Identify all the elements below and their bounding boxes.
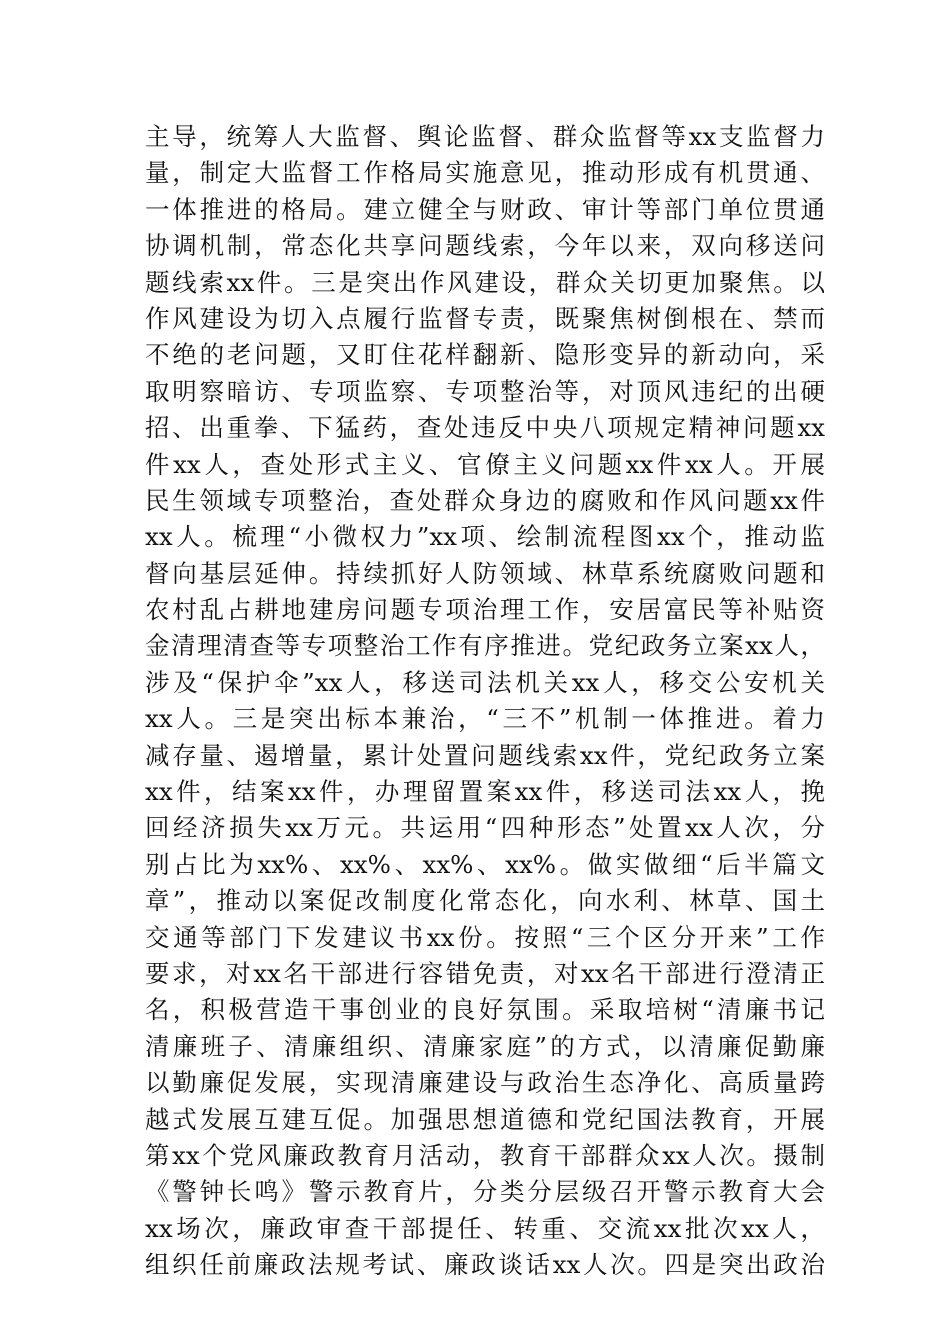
text-line: xx场次，廉政审查干部提任、转重、交流xx批次xx人， — [145, 1213, 825, 1243]
text-line: 越式发展互建互促。加强思想道德和党纪国法教育，开展 — [145, 1104, 825, 1134]
text-line: 民生领域专项整治，查处群众身边的腐败和作风问题xx件 — [145, 485, 825, 515]
text-line: 取明察暗访、专项监察、专项整治等，对顶风违纪的出硬 — [145, 376, 825, 406]
text-line: 交通等部门下发建议书xx份。按照“三个区分开来”工作 — [145, 922, 825, 952]
text-line: 主导，统筹人大监督、舆论监督、群众监督等xx支监督力 — [145, 122, 825, 151]
text-line: 组织任前廉政法规考试、廉政谈话xx人次。四是突出政治 — [145, 1250, 825, 1280]
text-line: xx人。三是突出标本兼治，“三不”机制一体推进。着力 — [145, 704, 825, 734]
text-line: 不绝的老问题，又盯住花样翻新、隐形变异的新动向，采 — [145, 340, 825, 370]
text-line: xx件，结案xx件，办理留置案xx件，移送司法xx人，挽 — [145, 777, 825, 807]
text-line: 件xx人，查处形式主义、官僚主义问题xx件xx人。开展 — [145, 449, 825, 479]
text-line: 涉及“保护伞”xx人，移送司法机关xx人，移交公安机关 — [145, 667, 825, 697]
text-line: 督向基层延伸。持续抓好人防领域、林草系统腐败问题和 — [145, 558, 825, 588]
body-paragraph — [145, 119, 825, 1284]
text-line: 协调机制，常态化共享问题线索，今年以来，双向移送问 — [145, 231, 825, 261]
text-line: 一体推进的格局。建立健全与财政、审计等部门单位贯通 — [145, 194, 825, 224]
text-line: 农村乱占耕地建房问题专项治理工作，安居富民等补贴资 — [145, 595, 825, 625]
text-line: 题线索xx件。三是突出作风建设，群众关切更加聚焦。以 — [145, 267, 825, 297]
text-line: 第xx个党风廉政教育月活动，教育干部群众xx人次。摄制 — [145, 1140, 825, 1170]
text-line: 章”，推动以案促改制度化常态化，向水利、林草、国土 — [145, 886, 825, 916]
text-line: 回经济损失xx万元。共运用“四种形态”处置xx人次，分 — [145, 813, 825, 843]
text-line: 清廉班子、清廉组织、清廉家庭”的方式，以清廉促勤廉 — [145, 1031, 825, 1061]
text-line: 减存量、遏增量，累计处置问题线索xx件，党纪政务立案 — [145, 740, 825, 770]
text-line: 金清理清查等专项整治工作有序推进。党纪政务立案xx人， — [145, 631, 825, 661]
text-line: 量，制定大监督工作格局实施意见，推动形成有机贯通、 — [145, 158, 825, 188]
text-line: 招、出重拳、下猛药，查处违反中央八项规定精神问题xx — [145, 413, 825, 443]
text-line: 作风建设为切入点履行监督专责，既聚焦树倒根在、禁而 — [145, 303, 825, 333]
text-line: xx人。梳理“小微权力”xx项、绘制流程图xx个，推动监 — [145, 522, 825, 552]
text-line: 别占比为xx%、xx%、xx%、xx%。做实做细“后半篇文 — [145, 849, 825, 879]
text-line: 要求，对xx名干部进行容错免责，对xx名干部进行澄清正 — [145, 958, 825, 988]
text-line: 名，积极营造干事创业的良好氛围。采取培树“清廉书记 — [145, 995, 825, 1025]
text-line: 《警钟长鸣》警示教育片，分类分层级召开警示教育大会 — [145, 1177, 825, 1207]
text-line: 以勤廉促发展，实现清廉建设与政治生态净化、高质量跨 — [145, 1068, 825, 1098]
